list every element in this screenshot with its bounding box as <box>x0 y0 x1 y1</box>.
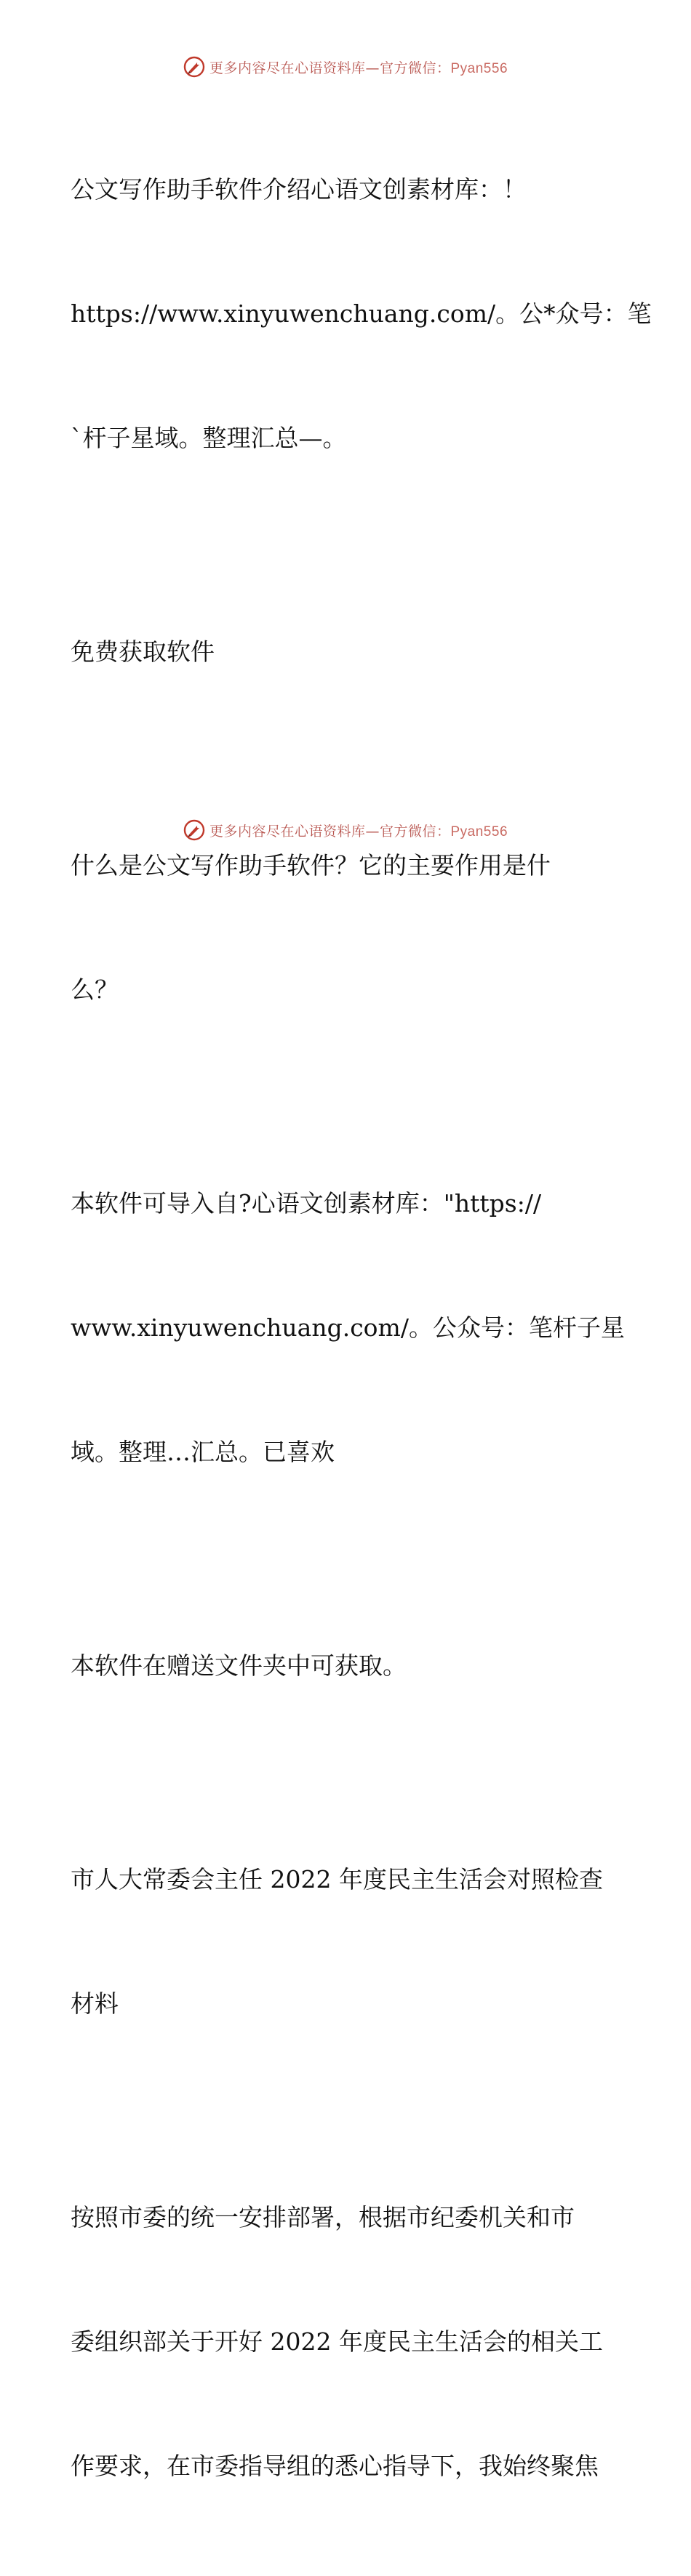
paragraph <box>71 548 623 755</box>
text-line: 么？ <box>71 975 119 1004</box>
text-line: www.xinyuwenchuang.com/。公众号：笔杆子星 <box>71 1313 625 1342</box>
banner-text <box>209 821 508 840</box>
paragraph <box>71 1776 623 2107</box>
text-line: 公文写作助手软件介绍心语文创素材库：！ <box>71 175 527 204</box>
paragraph <box>71 2114 623 2569</box>
document-body <box>71 86 652 2576</box>
header-banner <box>0 52 691 81</box>
text-line: 什么是公文写作助手软件？它的主要作用是什 <box>71 851 551 880</box>
text-line: 市人大常委会主任 2022 年度民主生活会对照检查 <box>71 1865 603 1893</box>
text-line: 作要求，在市委指导组的悉心指导下，我始终聚焦 <box>71 2452 599 2480</box>
banner-label: 更多内容尽在心语资料库—官方微信： <box>209 60 451 76</box>
text-line: 本软件在赠送文件夹中可获取。 <box>71 1651 407 1680</box>
wechat-id: Pyan556 <box>450 824 508 840</box>
paragraph <box>71 86 652 542</box>
footer-banner <box>0 816 691 845</box>
text-line: https://www.xinyuwenchuang.com/。公*众号：笔 <box>71 299 652 328</box>
text-line: 本软件可导入自?心语文创素材库："https:// <box>71 1189 542 1217</box>
paragraph <box>71 1562 623 1769</box>
wechat-id: Pyan556 <box>450 60 508 76</box>
text-line: 材料 <box>71 1989 119 2018</box>
paragraph <box>71 762 623 1093</box>
text-line: 委组织部关于开好 2022 年度民主生活会的相关工 <box>71 2327 603 2356</box>
pen-logo-icon <box>183 56 205 78</box>
pen-logo-icon <box>183 819 205 841</box>
paragraph <box>71 1100 623 1555</box>
text-line: `杆子星域。整理汇总—。 <box>71 424 347 452</box>
text-line: 免费获取软件 <box>71 637 215 666</box>
banner-label: 更多内容尽在心语资料库—官方微信： <box>209 823 451 840</box>
banner-text <box>209 57 508 77</box>
text-line: 按照市委的统一安排部署，根据市纪委机关和市 <box>71 2203 575 2231</box>
text-line: 域。整理…汇总。已喜欢 <box>71 1438 335 1466</box>
